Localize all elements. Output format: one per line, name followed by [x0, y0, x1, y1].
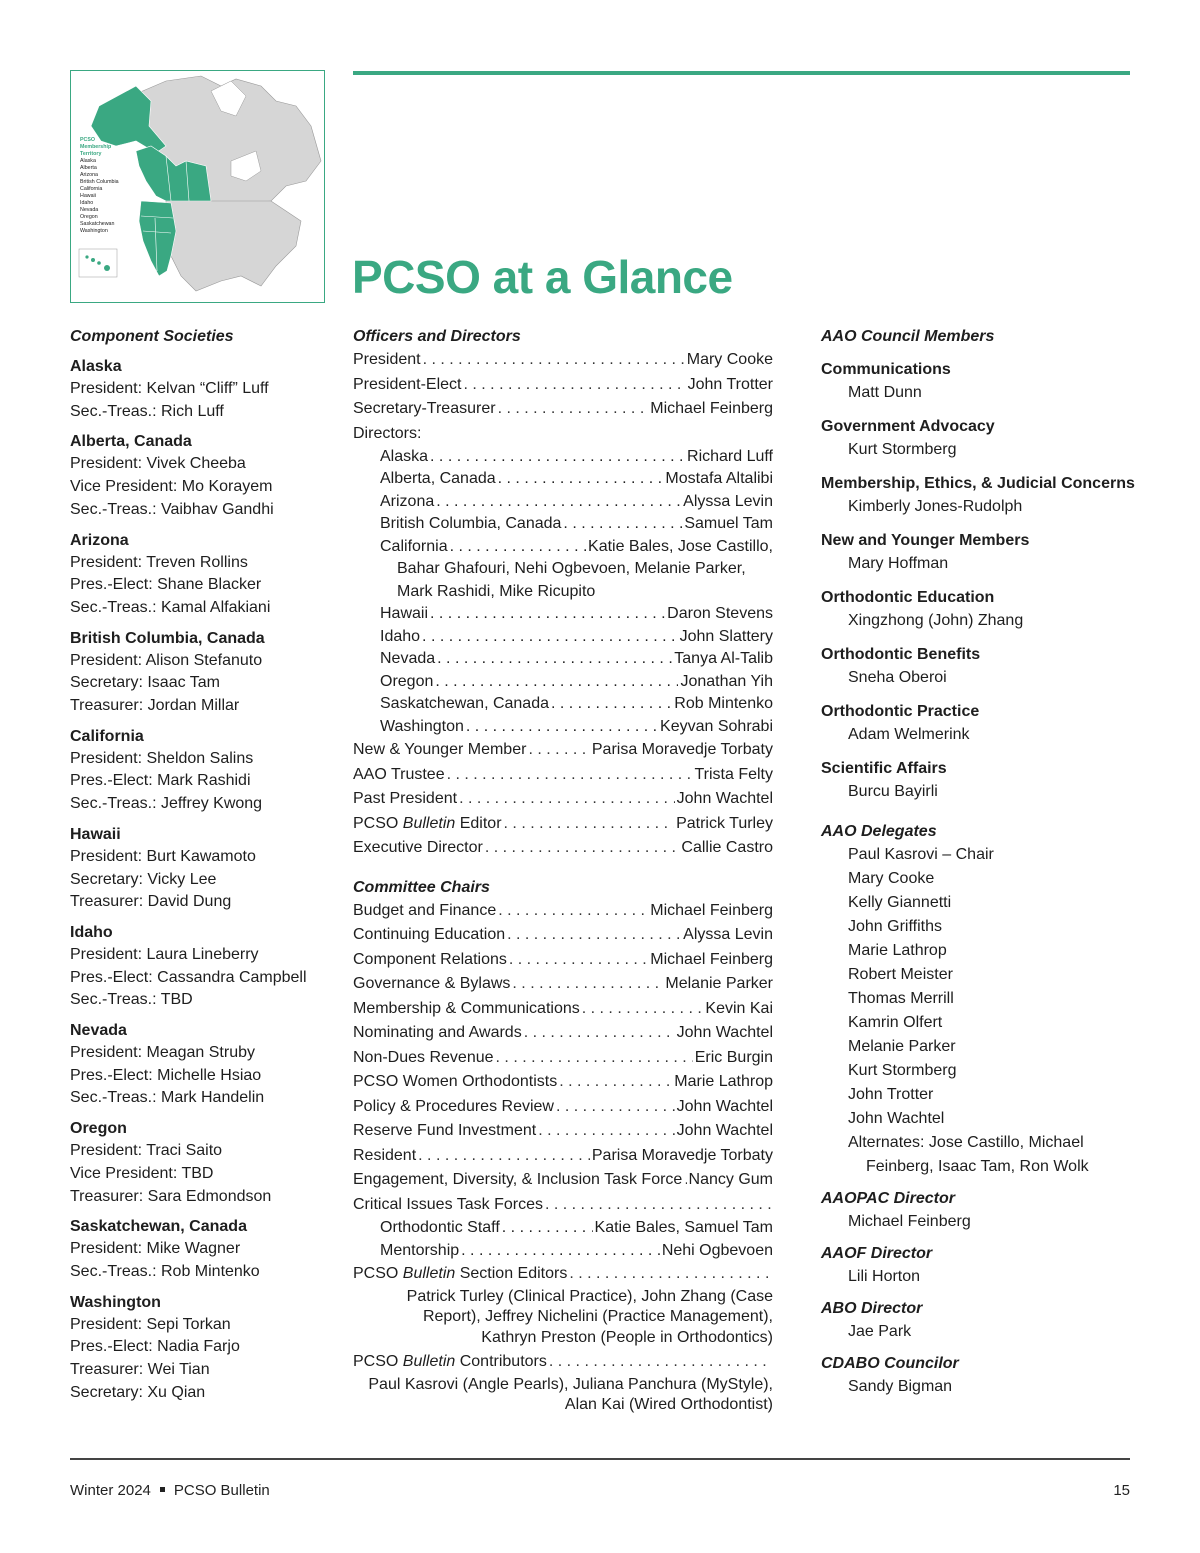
officer-row-value: Mary Cooke: [686, 351, 773, 368]
legend-item: Idaho: [80, 200, 94, 206]
director-row-label: Alberta, Canada: [380, 470, 496, 487]
committee-row-value: Melanie Parker: [665, 975, 773, 992]
committee-row: [353, 1168, 773, 1193]
legend-item: Nevada: [80, 207, 99, 213]
council-title: New and Younger Members: [821, 532, 1030, 549]
delegate-name: Marie Lathrop: [848, 942, 947, 959]
officer-row-value: Michael Feinberg: [650, 400, 773, 417]
council-list: [821, 359, 1151, 804]
director-row-value: Mostafa Altalibi: [665, 470, 773, 487]
council-name: Sneha Oberoi: [848, 669, 947, 686]
directors-label: Directors:: [353, 424, 422, 442]
officer-row: [353, 348, 773, 373]
society-block: [70, 1118, 330, 1208]
committee-row: [353, 972, 773, 997]
officer-row-value: Parisa Moravedje Torbaty: [591, 741, 773, 758]
component-societies-column: [70, 326, 330, 1405]
footer-issue: Winter 2024: [70, 1482, 151, 1499]
council-title: Government Advocacy: [821, 418, 995, 435]
director-row-value: Daron Stevens: [667, 605, 773, 622]
officer-row: [353, 373, 773, 398]
director-row-value: Richard Luff: [687, 447, 773, 465]
society-name: Nevada: [70, 1022, 127, 1040]
map-legend: [80, 137, 119, 235]
exec-director-row: [353, 836, 773, 861]
society-officer: President: Treven Rollins: [70, 553, 248, 571]
council-name: Burcu Bayirli: [848, 783, 938, 800]
society-officer: President: Laura Lineberry: [70, 945, 259, 963]
contributors-post: Contributors: [455, 1353, 547, 1370]
committee-row-value: Michael Feinberg: [650, 901, 773, 919]
director-row-label: Alaska: [380, 447, 429, 465]
society-officer: Pres.-Elect: Mark Rashidi: [70, 772, 251, 790]
council-title: Orthodontic Benefits: [821, 646, 981, 663]
committee-row-label: Engagement, Diversity, & Inclusion Task Force: [353, 1171, 683, 1188]
delegate-name: Robert Meister: [848, 966, 953, 983]
task-force-row-value: Nehi Ogbevoen: [661, 1241, 773, 1259]
committee-row: [353, 997, 773, 1022]
society-officer: Sec.-Treas.: Kamal Alfakiani: [70, 598, 271, 616]
section-editors-line: Report), Jeffrey Nichelini (Practice Management),: [422, 1308, 773, 1325]
california-cont-1: Bahar Ghafouri, Nehi Ogbevoen, Melanie Parker,: [397, 560, 746, 577]
officer-row: [353, 787, 773, 812]
alternates-line-1: Alternates: Jose Castillo, Michael: [848, 1134, 1084, 1151]
committee-row-label: Nominating and Awards: [353, 1024, 522, 1041]
society-officer: Pres.-Elect: Cassandra Campbell: [70, 968, 307, 986]
delegates-heading: AAO Delegates: [821, 823, 937, 840]
director-heading: ABO Director: [821, 1300, 923, 1317]
territory-map: [70, 70, 325, 303]
footer-rule: [70, 1458, 1130, 1460]
committee-row-value: John Wachtel: [676, 1122, 773, 1139]
alternates-line-2: Feinberg, Isaac Tam, Ron Wolk: [866, 1158, 1089, 1175]
director-row-value: Samuel Tam: [684, 515, 773, 532]
director-row: [353, 626, 773, 649]
society-officer: Sec.-Treas.: Rob Mintenko: [70, 1262, 260, 1280]
society-officer: President: Traci Saito: [70, 1142, 223, 1160]
society-officer: President: Vivek Cheeba: [70, 455, 246, 473]
director-name: Jae Park: [848, 1323, 912, 1340]
council-title: Orthodontic Practice: [821, 703, 980, 720]
director-row-label: Nevada: [380, 650, 436, 667]
officer-row-value: John Trotter: [687, 375, 773, 393]
committee-row-label: Continuing Education: [353, 926, 506, 943]
director-row-value: Alyssa Levin: [683, 492, 773, 510]
officer-row: [353, 763, 773, 788]
society-officer: Treasurer: David Dung: [70, 893, 232, 911]
director-row-value: John Slattery: [679, 627, 773, 645]
council-name: Kimberly Jones-Rudolph: [848, 498, 1023, 515]
director-row-label: Saskatchewan, Canada: [380, 695, 549, 712]
officer-row: [353, 397, 773, 422]
society-block: [70, 1216, 330, 1283]
society-name: Alberta, Canada: [70, 433, 192, 451]
header-rule: [353, 71, 1130, 75]
society-officer: Pres.-Elect: Shane Blacker: [70, 576, 262, 594]
society-officer: Secretary: Vicky Lee: [70, 870, 217, 888]
page-number: 15: [1113, 1482, 1130, 1499]
california-cont-2: Mark Rashidi, Mike Ricupito: [397, 582, 596, 600]
critical-issues-row: [353, 1193, 773, 1218]
legend-item: Oregon: [80, 214, 98, 220]
legend-item: Arizona: [80, 172, 98, 178]
society-name: Saskatchewan, Canada: [70, 1218, 247, 1236]
delegate-name: John Wachtel: [848, 1110, 945, 1127]
society-block: [70, 356, 330, 423]
director-row: [353, 693, 773, 716]
society-name: Alaska: [70, 358, 122, 375]
director-row-label: Hawaii: [380, 605, 429, 622]
society-block: [70, 824, 330, 914]
committee-row-label: Policy & Procedures Review: [353, 1097, 554, 1115]
officer-row-label: AAO Trustee: [353, 765, 445, 783]
director-row-label: Arizona: [380, 492, 435, 510]
director-row: [353, 491, 773, 514]
director-name: Lili Horton: [848, 1268, 921, 1285]
society-officer: Sec.-Treas.: TBD: [70, 991, 193, 1009]
council-title: Orthodontic Education: [821, 589, 995, 606]
committee-row: [353, 1095, 773, 1120]
committees-heading: Committee Chairs: [353, 878, 490, 896]
committee-row-label: Component Relations: [353, 950, 507, 968]
society-officer: Treasurer: Wei Tian: [70, 1361, 210, 1379]
society-name: Oregon: [70, 1120, 127, 1138]
committee-row-value: Michael Feinberg: [650, 950, 773, 968]
legend-item: Saskatchewan: [80, 221, 115, 227]
task-force-row-label: Orthodontic Staff: [380, 1219, 500, 1236]
page-title: PCSO at a Glance: [352, 251, 733, 303]
director-row-value: Rob Mintenko: [674, 695, 773, 712]
task-force-row-label: Mentorship: [380, 1241, 460, 1259]
society-officer: Pres.-Elect: Nadia Farjo: [70, 1338, 240, 1356]
committee-row-value: Nancy Gum: [688, 1171, 773, 1188]
council-title: Communications: [821, 361, 951, 378]
director-row-value: Jonathan Yih: [680, 672, 773, 690]
delegate-name: Mary Cooke: [848, 870, 935, 887]
society-block: [70, 1292, 330, 1405]
delegate-name: Thomas Merrill: [848, 990, 954, 1007]
delegate-name: Kelly Giannetti: [848, 894, 952, 911]
committee-row-label: Budget and Finance: [353, 901, 497, 919]
delegate-name: John Griffiths: [848, 918, 942, 935]
legend-item: Hawaii: [80, 193, 96, 199]
officer-row-label: Past President: [353, 790, 458, 807]
director-row-label: California: [380, 537, 448, 555]
society-officer: President: Sheldon Salins: [70, 749, 254, 767]
director-row: [353, 671, 773, 694]
committee-row-label: Governance & Bylaws: [353, 975, 511, 992]
committee-row-label: Resident: [353, 1146, 417, 1164]
society-block: [70, 922, 330, 1012]
legend-item: California: [80, 186, 103, 192]
officers-column: [353, 326, 773, 1416]
society-block: [70, 530, 330, 620]
council-name: Xingzhong (John) Zhang: [848, 612, 1024, 629]
committee-row: [353, 1119, 773, 1144]
council-title: Membership, Ethics, & Judicial Concerns: [821, 475, 1135, 492]
society-officer: President: Mike Wagner: [70, 1240, 241, 1258]
society-officer: Treasurer: Jordan Millar: [70, 697, 240, 715]
society-name: Idaho: [70, 923, 113, 941]
delegate-name: Melanie Parker: [848, 1038, 956, 1055]
officers-heading: Officers and Directors: [353, 328, 521, 345]
council-name: Mary Hoffman: [848, 555, 949, 572]
director-heading: CDABO Councilor: [821, 1355, 959, 1372]
critical-sub-list: [353, 1217, 773, 1262]
committee-row-value: Marie Lathrop: [674, 1073, 773, 1090]
director-row-value: Tanya Al-Talib: [674, 650, 773, 667]
council-name: Adam Welmerink: [848, 726, 970, 743]
society-officer: Sec.-Treas.: Vaibhav Gandhi: [70, 500, 274, 518]
committee-row-label: Membership & Communications: [353, 999, 580, 1017]
society-name: British Columbia, Canada: [70, 629, 265, 647]
task-force-row-value: Katie Bales, Samuel Tam: [594, 1219, 773, 1236]
society-officer: President: Alison Stefanuto: [70, 651, 263, 669]
contributors-row: [353, 1350, 773, 1375]
director-row-label: Washington: [380, 717, 464, 735]
contributors-pre: PCSO: [353, 1353, 403, 1370]
committee-row: [353, 1144, 773, 1169]
committee-row: [353, 1046, 773, 1071]
exec-director-value: Callie Castro: [681, 839, 773, 856]
director-heading: AAOF Director: [821, 1245, 933, 1262]
society-officer: Vice President: Mo Korayem: [70, 478, 273, 496]
society-name: California: [70, 727, 144, 745]
section-editors-ital: Bulletin: [402, 1265, 456, 1282]
director-row: [353, 603, 773, 626]
officer-row: [353, 738, 773, 763]
society-officer: President: Kelvan “Cliff” Luff: [70, 380, 269, 397]
officers-bottom-list: [353, 738, 773, 812]
director-row-label: British Columbia, Canada: [380, 515, 562, 532]
legend-item: Alberta: [80, 165, 97, 171]
society-officer: Sec.-Treas.: Mark Handelin: [70, 1089, 265, 1107]
section-editors-post: Section Editors: [455, 1265, 568, 1282]
footer-publication: PCSO Bulletin: [173, 1482, 270, 1499]
society-officer: Secretary: Xu Qian: [70, 1383, 206, 1401]
society-officer: Sec.-Treas.: Jeffrey Kwong: [70, 795, 263, 813]
officer-row-label: New & Younger Member: [353, 741, 527, 758]
section-editors-pre: PCSO: [353, 1265, 403, 1282]
society-block: [70, 431, 330, 521]
director-heading: AAOPAC Director: [821, 1190, 955, 1207]
director-row: [353, 648, 773, 671]
society-officer: Sec.-Treas.: Rich Luff: [70, 402, 224, 420]
society-block: [70, 1020, 330, 1110]
committee-row-value: Eric Burgin: [694, 1048, 773, 1066]
society-block: [70, 726, 330, 816]
bulletin-editor-value: Patrick Turley: [676, 814, 773, 832]
committee-row: [353, 948, 773, 973]
society-name: Arizona: [70, 531, 129, 549]
society-officer: Secretary: Isaac Tam: [70, 674, 220, 692]
legend-item: Alaska: [80, 158, 96, 164]
component-societies-heading: Component Societies: [70, 328, 234, 345]
section-editors-row: [353, 1262, 773, 1287]
society-officer: President: Burt Kawamoto: [70, 847, 256, 865]
director-row-label: Oregon: [380, 672, 434, 690]
delegate-name: John Trotter: [848, 1086, 934, 1103]
delegate-name: Kurt Stormberg: [848, 1062, 957, 1079]
exec-director-label: Executive Director: [353, 839, 483, 856]
bulletin-editor-ital: Bulletin: [402, 814, 456, 832]
director-row: [353, 536, 773, 559]
officers-top-list: [353, 348, 773, 422]
society-officer: Vice President: TBD: [70, 1164, 214, 1182]
committee-row-value: Kevin Kai: [705, 999, 773, 1017]
director-row-value: Katie Bales, Jose Castillo,: [588, 537, 773, 555]
director-row-label: Idaho: [380, 627, 421, 645]
officer-row-label: Secretary-Treasurer: [353, 400, 496, 417]
committee-row-value: John Wachtel: [676, 1024, 773, 1041]
director-row: [353, 716, 773, 739]
committee-row-label: PCSO Women Orthodontists: [353, 1073, 558, 1090]
task-force-row: [353, 1240, 773, 1263]
footer-left: [70, 1482, 270, 1499]
society-officer: Treasurer: Sara Edmondson: [70, 1187, 272, 1205]
legend-title-1: PCSO: [80, 137, 96, 143]
society-officer: Pres.-Elect: Michelle Hsiao: [70, 1066, 262, 1084]
bulletin-editor-row: [353, 812, 773, 837]
legend-title-3: Territory: [80, 151, 102, 157]
committee-row-value: Parisa Moravedje Torbaty: [591, 1146, 773, 1164]
committee-row-value: John Wachtel: [676, 1097, 773, 1115]
society-officer: President: Sepi Torkan: [70, 1315, 231, 1333]
delegate-name: Paul Kasrovi – Chair: [848, 846, 994, 863]
legend-item: Washington: [80, 228, 108, 234]
bullet-square-icon: [160, 1487, 165, 1492]
critical-issues-label: Critical Issues Task Forces: [353, 1195, 543, 1213]
legend-item: British Columbia: [80, 179, 119, 185]
contributors-line: Alan Kai (Wired Orthodontist): [564, 1396, 773, 1413]
officer-row-value: John Wachtel: [676, 790, 773, 807]
bulletin-editor-pre: PCSO: [353, 814, 403, 832]
committee-row: [353, 899, 773, 924]
council-name: Matt Dunn: [848, 384, 922, 401]
delegate-name: Kamrin Olfert: [848, 1014, 943, 1031]
committee-row-value: Alyssa Levin: [683, 926, 773, 943]
delegates-list: [821, 843, 1151, 1131]
societies-list: [70, 356, 330, 1405]
western-us-region: [139, 201, 176, 276]
society-name: Hawaii: [70, 825, 121, 843]
director-row: [353, 513, 773, 536]
council-title: Scientific Affairs: [821, 760, 947, 777]
council-name: Kurt Stormberg: [848, 441, 957, 458]
officer-row-value: Trista Felty: [694, 765, 773, 783]
society-name: Washington: [70, 1293, 161, 1311]
council-heading: AAO Council Members: [821, 328, 995, 345]
director-name: Sandy Bigman: [848, 1378, 953, 1395]
section-editors-line: Patrick Turley (Clinical Practice), John Zhang (Case: [406, 1287, 773, 1305]
committees-list: [353, 899, 773, 1193]
society-block: [70, 628, 330, 718]
contributors-line: Paul Kasrovi (Angle Pearls), Juliana Panchura (MyStyle),: [368, 1375, 773, 1393]
bulletin-editor-post: Editor: [455, 814, 502, 832]
society-officer: President: Meagan Struby: [70, 1044, 255, 1062]
officer-row-label: President-Elect: [353, 375, 462, 393]
officer-row-label: President: [353, 351, 421, 368]
other-directors-list: [821, 1188, 1151, 1399]
director-row-value: Keyvan Sohrabi: [660, 717, 773, 735]
task-force-row: [353, 1217, 773, 1240]
committee-row: [353, 923, 773, 948]
director-row: [353, 446, 773, 469]
contributors-ital: Bulletin: [402, 1353, 456, 1370]
director-name: Michael Feinberg: [848, 1213, 971, 1230]
committee-row: [353, 1070, 773, 1095]
committee-row-label: Non-Dues Revenue: [353, 1048, 494, 1066]
committee-row: [353, 1021, 773, 1046]
committee-row-label: Reserve Fund Investment: [353, 1122, 537, 1139]
directors-list-2: [353, 603, 773, 738]
directors-list: [353, 446, 773, 559]
council-column: [821, 326, 1151, 1399]
director-row: [353, 468, 773, 491]
section-editors-line: Kathryn Preston (People in Orthodontics): [481, 1328, 773, 1346]
legend-title-2: Membership: [80, 144, 112, 150]
